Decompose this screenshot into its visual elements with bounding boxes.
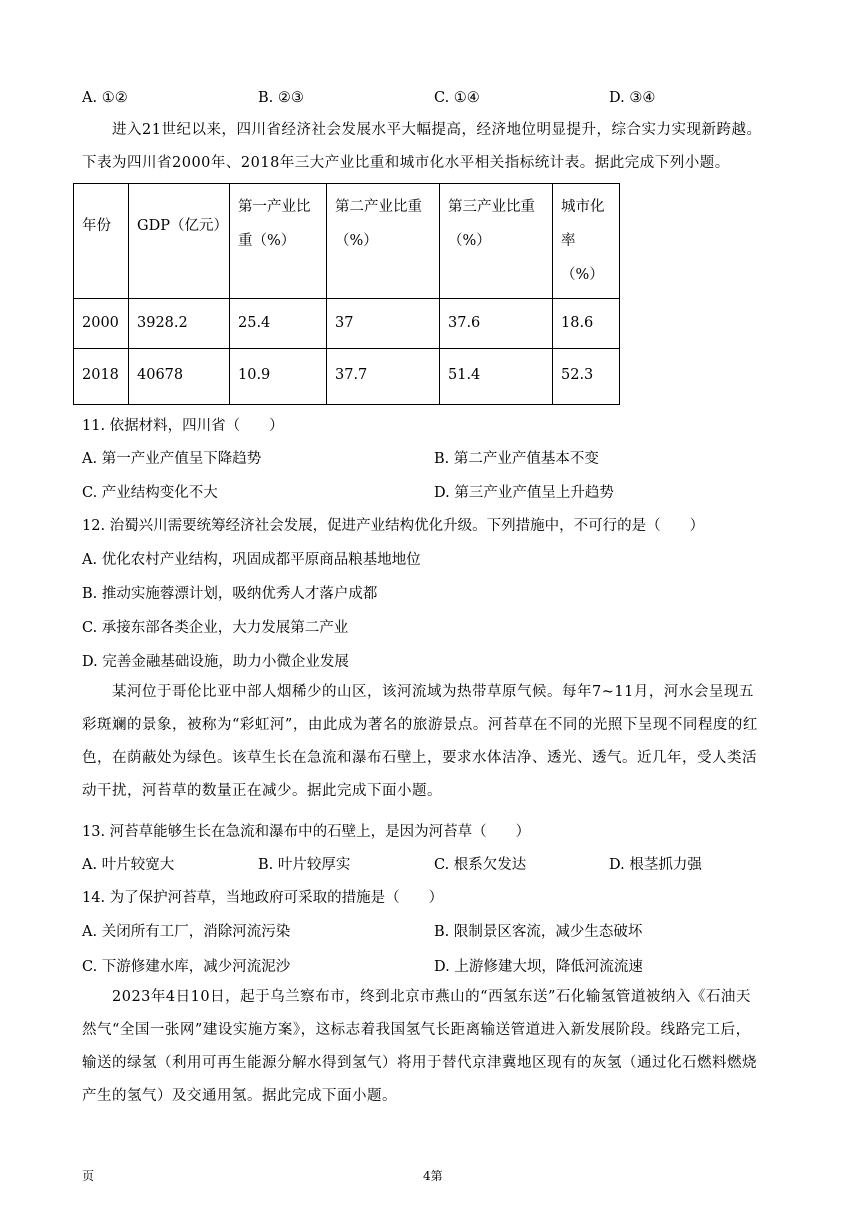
- table-header-cell: 第三产业比重（%）: [440, 184, 553, 299]
- intro-river: [82, 676, 762, 808]
- table-cell: 2000: [74, 299, 129, 349]
- table-cell: 18.6: [553, 299, 620, 349]
- question-12-option-c: C. 承接东部各类企业，大力发展第二产业: [82, 620, 349, 636]
- question-14-option-a: A. 关闭所有工厂，消除河流污染: [82, 924, 291, 940]
- question-13-option-d: D. 根茎抓力强: [609, 857, 702, 873]
- option-b-top: B. ②③: [258, 90, 304, 106]
- table-row: [74, 349, 620, 405]
- table-cell: 51.4: [440, 349, 553, 405]
- table-header-cell: 第一产业比重（%）: [230, 184, 327, 299]
- table-cell: 37.6: [440, 299, 553, 349]
- option-a-top: A. ①②: [82, 90, 128, 106]
- question-14-option-c: C. 下游修建水库，减少河流泥沙: [82, 959, 291, 975]
- option-c-top: C. ①④: [434, 90, 480, 106]
- question-13-stem: 13. 河苔草能够生长在急流和瀑布中的石壁上，是因为河苔草（ ）: [82, 824, 531, 840]
- option-d-top: D. ③④: [609, 90, 656, 106]
- intro-hydrogen: [82, 981, 762, 1113]
- question-12-option-d: D. 完善金融基础设施，助力小微企业发展: [82, 654, 349, 670]
- table-header-cell: 年份: [74, 184, 129, 299]
- intro-river-text: 某河位于哥伦比亚中部人烟稀少的山区，该河流域为热带草原气候。每年7~11月，河水会呈现五彩斑斓的景象，被称为“彩虹河”，由此成为著名的旅游景点。河苔草在不同的光照下呈现不同程度的红色，在荫蔽处为绿色。该草生长在急流和瀑布石壁上，要求水体洁净、透光、透气。近几年，受人类活动干扰，河苔草的数量正在减少。据此完成下面小题。: [82, 684, 758, 799]
- table-cell: 2018: [74, 349, 129, 405]
- question-14-stem: 14. 为了保护河苔草，当地政府可采取的措施是（ ）: [82, 890, 444, 906]
- question-13-option-b: B. 叶片较厚实: [258, 857, 351, 873]
- question-11-option-c: C. 产业结构变化不大: [82, 485, 218, 501]
- table-cell: 10.9: [230, 349, 327, 405]
- table-cell: 37.7: [327, 349, 440, 405]
- table-cell: 40678: [129, 349, 230, 405]
- question-14-option-d: D. 上游修建大坝，降低河流流速: [434, 959, 643, 975]
- question-11-option-d: D. 第三产业产值呈上升趋势: [434, 485, 614, 501]
- table-cell: 52.3: [553, 349, 620, 405]
- question-12-option-b: B. 推动实施蓉漂计划，吸纳优秀人才落户成都: [82, 586, 378, 602]
- table-header-cell: GDP（亿元）: [129, 184, 230, 299]
- sichuan-stats-table: [73, 183, 620, 405]
- table-row: [74, 299, 620, 349]
- question-11-option-b: B. 第二产业产值基本不变: [434, 451, 599, 467]
- table-cell: 25.4: [230, 299, 327, 349]
- intro-hydrogen-text: 2023年4日10日，起于乌兰察布市，终到北京市燕山的“西氢东送”石化输氢管道被纳入《石油天然气“全国一张网”建设实施方案》，这标志着我国氢气长距离输送管道进入新发展阶段。线路完工后，输送的绿氢（利用可再生能源分解水得到氢气）将用于替代京津冀地区现有的灰氢（通过化石燃料燃烧产生的氢气）及交通用氢。据此完成下面小题。: [82, 989, 757, 1104]
- question-13-option-a: A. 叶片较宽大: [82, 857, 175, 873]
- table-cell: 37: [327, 299, 440, 349]
- question-12-stem: 12. 治蜀兴川需要统筹经济社会发展，促进产业结构优化升级。下列措施中，不可行的是（ ）: [82, 518, 705, 534]
- table-header-row: [74, 184, 620, 299]
- question-11-stem: 11. 依据材料，四川省（ ）: [82, 418, 284, 434]
- intro-sichuan: [82, 114, 762, 180]
- table-header-cell: 第二产业比重（%）: [327, 184, 440, 299]
- question-11-option-a: A. 第一产业产值呈下降趋势: [82, 451, 262, 467]
- question-14-option-b: B. 限制景区客流，减少生态破坏: [434, 924, 643, 940]
- page-number: 4第: [423, 1169, 443, 1183]
- intro-sichuan-text: 进入21世纪以来，四川省经济社会发展水平大幅提高，经济地位明显提升，综合实力实现新跨越。下表为四川省2000年、2018年三大产业比重和城市化水平相关指标统计表。据此完成下列小题。: [82, 122, 762, 171]
- question-13-option-c: C. 根系欠发达: [434, 857, 527, 873]
- table-header-cell: 城市化率（%）: [553, 184, 620, 299]
- table-cell: 3928.2: [129, 299, 230, 349]
- footer-left: 页: [82, 1169, 95, 1183]
- question-12-option-a: A. 优化农村产业结构，巩固成都平原商品粮基地地位: [82, 552, 421, 568]
